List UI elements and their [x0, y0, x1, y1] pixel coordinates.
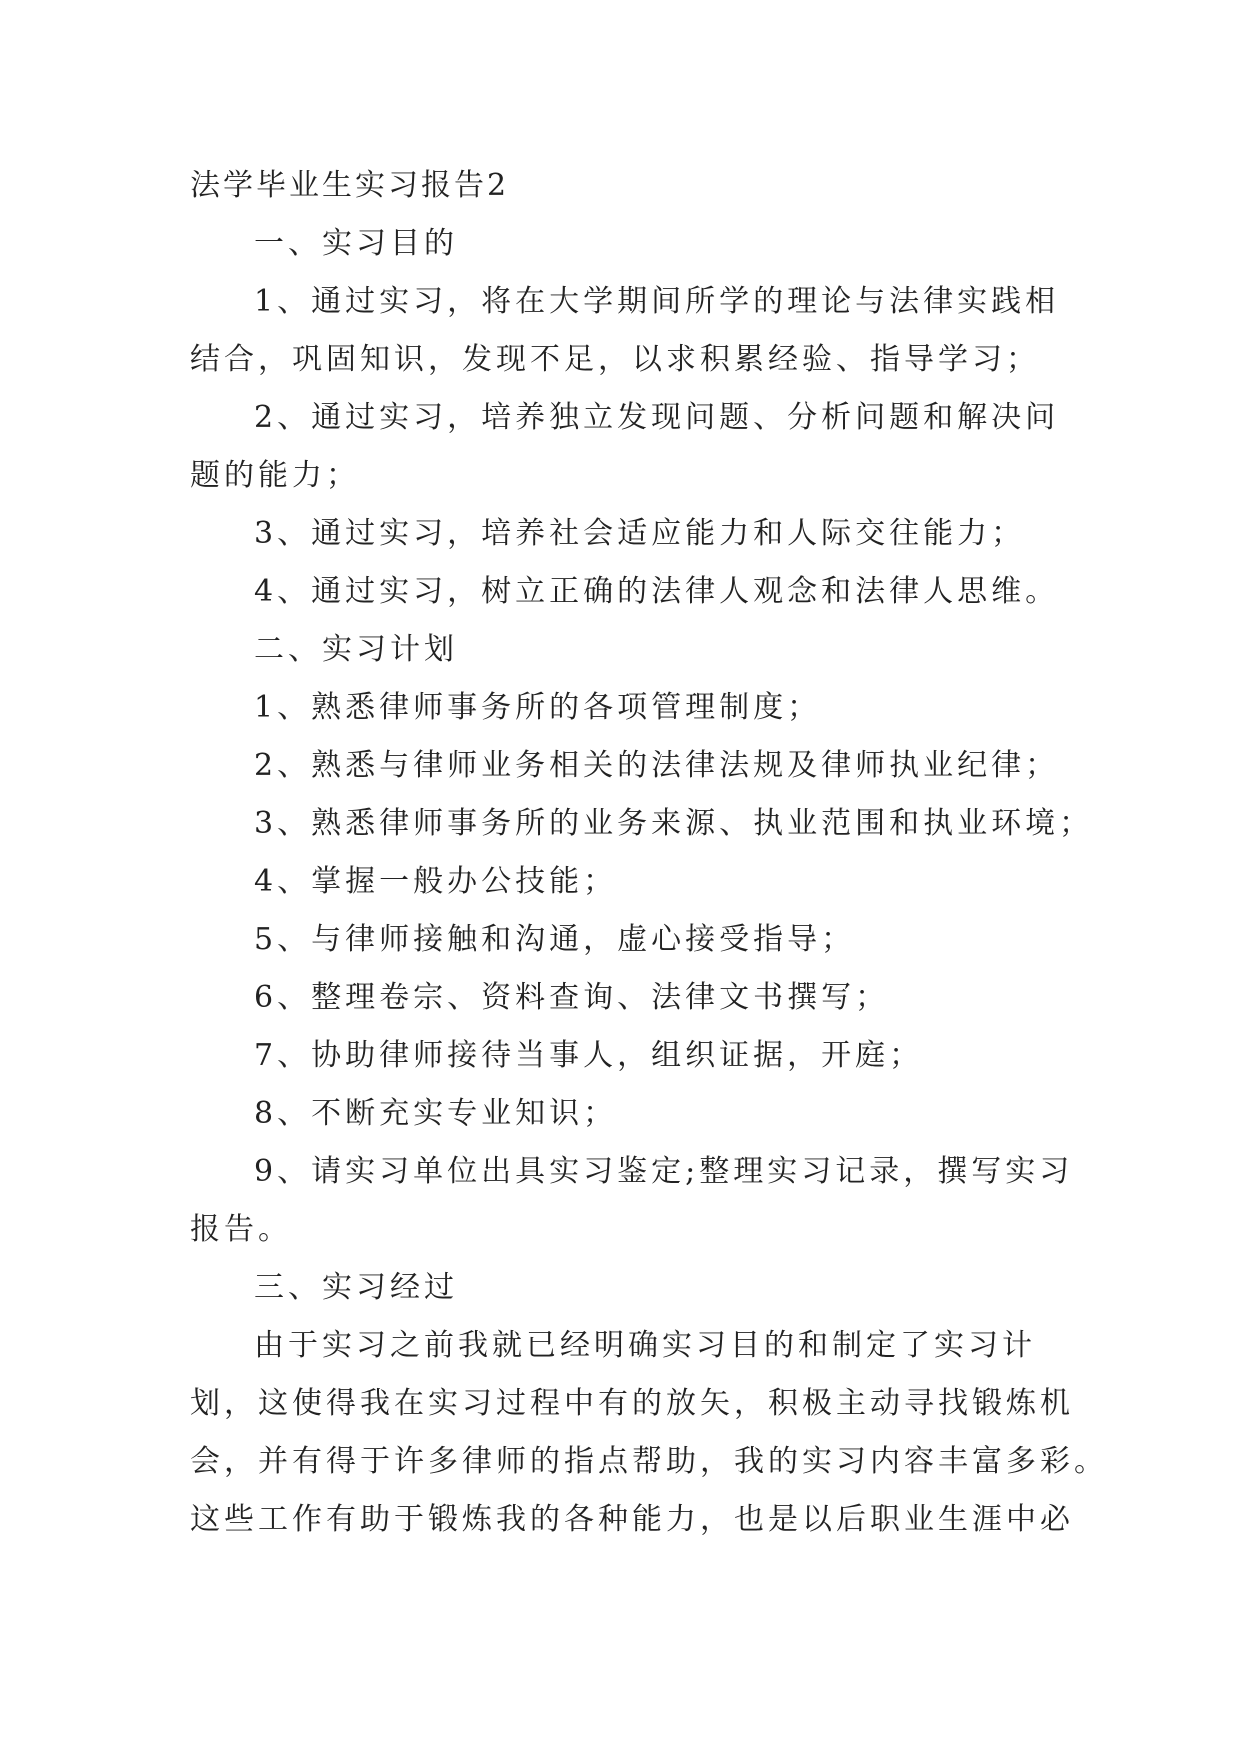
document-title: 法学毕业生实习报告2	[190, 168, 510, 203]
process-paragraph-line-2: 划，这使得我在实习过程中有的放矢，积极主动寻找锻炼机	[190, 1386, 1074, 1421]
plan-item-6: 6、整理卷宗、资料查询、法律文书撰写；	[254, 980, 890, 1015]
plan-item-9-line-2: 报告。	[190, 1212, 292, 1247]
plan-item-1: 1、熟悉律师事务所的各项管理制度；	[254, 690, 822, 725]
plan-item-4: 4、掌握一般办公技能；	[254, 864, 618, 899]
purpose-item-2-line-1: 2、通过实习，培养独立发现问题、分析问题和解决问	[254, 400, 1060, 435]
section-heading-plan: 二、实习计划	[254, 632, 458, 667]
process-paragraph-line-3: 会，并有得于许多律师的指点帮助，我的实习内容丰富多彩。	[190, 1444, 1108, 1479]
plan-item-5: 5、与律师接触和沟通，虚心接受指导；	[254, 922, 856, 957]
purpose-item-3: 3、通过实习，培养社会适应能力和人际交往能力；	[254, 516, 1026, 551]
process-paragraph-line-1: 由于实习之前我就已经明确实习目的和制定了实习计	[254, 1328, 1036, 1363]
process-paragraph-line-4: 这些工作有助于锻炼我的各种能力，也是以后职业生涯中必	[190, 1502, 1074, 1537]
document-body	[190, 157, 1108, 1549]
purpose-item-1-line-2: 结合，巩固知识，发现不足，以求积累经验、指导学习；	[190, 342, 1040, 377]
plan-item-9-line-1: 9、请实习单位出具实习鉴定;整理实习记录，撰写实习	[254, 1154, 1074, 1189]
plan-item-8: 8、不断充实专业知识；	[254, 1096, 618, 1131]
plan-item-3: 3、熟悉律师事务所的业务来源、执业范围和执业环境；	[254, 806, 1094, 841]
section-heading-process: 三、实习经过	[254, 1270, 458, 1305]
purpose-item-4: 4、通过实习，树立正确的法律人观念和法律人思维。	[254, 574, 1060, 609]
purpose-item-1-line-1: 1、通过实习，将在大学期间所学的理论与法律实践相	[254, 284, 1060, 319]
plan-item-2: 2、熟悉与律师业务相关的法律法规及律师执业纪律；	[254, 748, 1060, 783]
plan-item-7: 7、协助律师接待当事人，组织证据，开庭；	[254, 1038, 924, 1073]
purpose-item-2-line-2: 题的能力；	[190, 458, 360, 493]
section-heading-purpose: 一、实习目的	[254, 226, 458, 261]
